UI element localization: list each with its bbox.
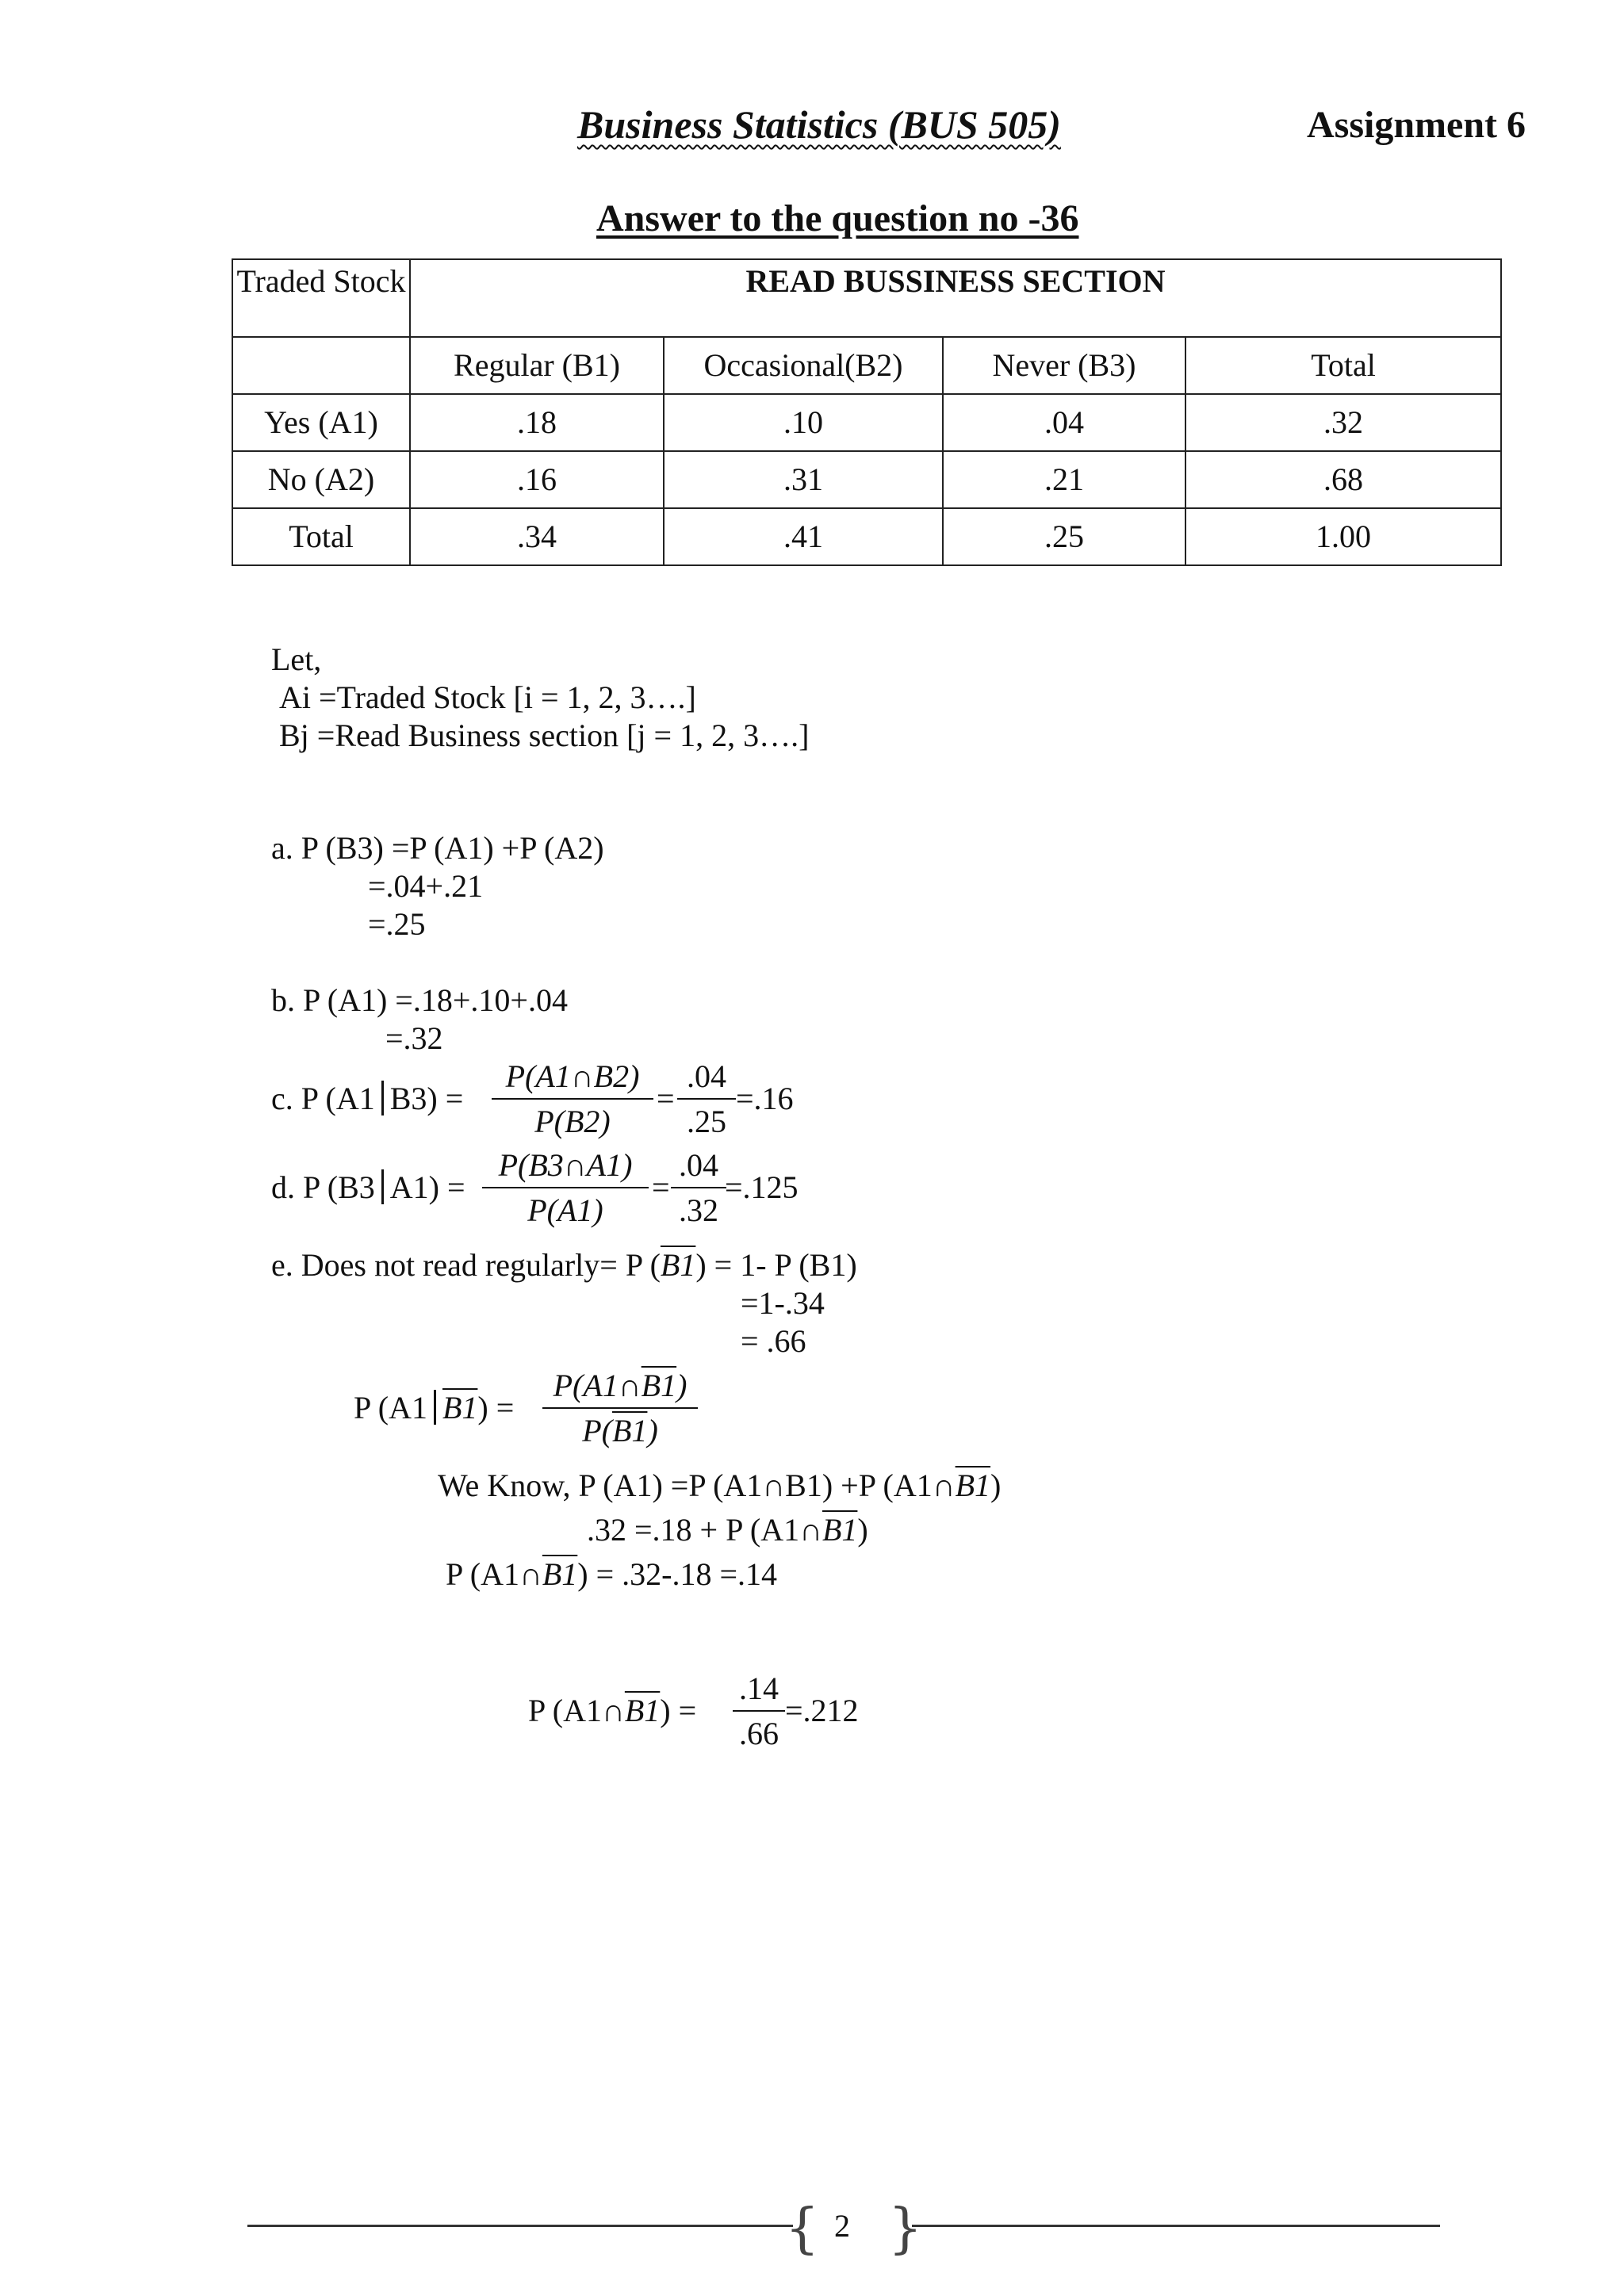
conditional-denominator [542, 1412, 698, 1449]
intersection-post: ) = .32-.18 =.14 [577, 1556, 778, 1592]
final-fraction [733, 1670, 785, 1752]
table-cell: .25 [943, 508, 1185, 565]
given-bar [434, 1390, 436, 1425]
b1-complement: B1 [612, 1413, 648, 1448]
part-c-denominator-1: P(B2) [534, 1104, 611, 1139]
column-header-row [232, 337, 1501, 394]
b1-complement: B1 [660, 1247, 696, 1283]
column-header: Never (B3) [943, 337, 1185, 394]
table-row [232, 451, 1501, 508]
left-brace-icon: { [785, 2198, 820, 2260]
intersection-result-line [446, 1556, 777, 1593]
part-d-fraction-1 [482, 1146, 649, 1229]
part-c-lhs [271, 1080, 463, 1117]
b1-complement: B1 [822, 1512, 858, 1548]
part-c-result: =.16 [736, 1081, 794, 1116]
part-d-result: =.125 [725, 1169, 799, 1205]
part-e-line2: =1-.34 [741, 1285, 825, 1321]
we-know-pre: We Know, P (A1) =P (A1∩B1) +P (A1∩ [438, 1468, 956, 1503]
conditional-denominator-post: ) [647, 1413, 658, 1448]
part-a-line1: a. P (B3) =P (A1) +P (A2) [271, 830, 604, 866]
assignment-label: Assignment 6 [1307, 104, 1526, 146]
row-label: No (A2) [232, 451, 410, 508]
right-brace-icon: } [888, 2198, 923, 2260]
column-header: Total [1185, 337, 1501, 394]
table-cell: .04 [943, 394, 1185, 451]
substitution-line [587, 1511, 868, 1548]
table-cell: .31 [664, 451, 943, 508]
corner-cell: Traded Stock [232, 259, 410, 337]
column-header: Occasional(B2) [664, 337, 943, 394]
table-cell: .68 [1185, 451, 1501, 508]
footer-rule-right [912, 2225, 1440, 2227]
fraction-line [677, 1098, 736, 1100]
conditional-numerator-pre: P(A1∩ [553, 1368, 642, 1403]
let-label: Let, [271, 641, 322, 677]
given-bar [381, 1169, 384, 1204]
final-denominator: .66 [739, 1716, 779, 1751]
part-d-equals: = [652, 1169, 670, 1205]
part-d-denominator-2: .32 [679, 1192, 718, 1228]
fraction-line [671, 1187, 726, 1188]
conditional-lhs-post: ) = [477, 1390, 515, 1425]
part-e-post: ) = 1- P (B1) [695, 1247, 857, 1283]
course-title: Business Statistics (BUS 505) [577, 102, 1061, 147]
table-cell: .21 [943, 451, 1185, 508]
part-d-lhs [271, 1169, 465, 1206]
conditional-lhs [354, 1389, 514, 1426]
fraction-line [482, 1187, 649, 1188]
final-lhs [528, 1692, 696, 1729]
given-bar [381, 1081, 384, 1115]
we-know-post: ) [990, 1468, 1002, 1503]
part-c-lhs-post: B3) = [389, 1081, 464, 1116]
substitution-pre: .32 =.18 + P (A1∩ [587, 1512, 822, 1548]
probability-table [232, 258, 1502, 566]
table-cell: .32 [1185, 394, 1501, 451]
part-d-denominator-1: P(A1) [527, 1192, 603, 1228]
group-header-cell: READ BUSSINESS SECTION [410, 259, 1501, 337]
b1-complement: B1 [641, 1368, 677, 1403]
fraction-line [492, 1098, 653, 1100]
part-d-numerator-2: .04 [679, 1147, 718, 1183]
part-c-denominator-2: .25 [687, 1104, 726, 1139]
b1-complement: B1 [542, 1556, 578, 1592]
table-cell: .10 [664, 394, 943, 451]
part-a-line3: =.25 [368, 906, 426, 942]
part-e-line3: = .66 [741, 1323, 806, 1359]
part-d-fraction-2 [671, 1146, 726, 1229]
table-row [232, 394, 1501, 451]
table-header-row [232, 259, 1501, 337]
row-label: Total [232, 508, 410, 565]
row-label: Yes (A1) [232, 394, 410, 451]
page-number: 2 [834, 2208, 850, 2244]
empty-cell [232, 337, 410, 394]
part-b-line2: =.32 [385, 1020, 443, 1056]
definition-bj: Bj =Read Business section [j = 1, 2, 3….] [279, 718, 810, 753]
fraction-line [733, 1710, 785, 1712]
b1-complement: B1 [955, 1468, 991, 1503]
conditional-denominator-pre: P( [582, 1413, 612, 1448]
final-lhs-pre: P (A1∩ [528, 1693, 625, 1728]
part-c-lhs-pre: c. P (A1 [271, 1081, 375, 1116]
table-cell: .34 [410, 508, 664, 565]
b1-complement: B1 [442, 1390, 478, 1425]
part-d-lhs-post: A1) = [389, 1169, 465, 1205]
conditional-fraction [542, 1367, 698, 1449]
we-know-line [438, 1467, 1001, 1504]
part-d-lhs-pre: d. P (B3 [271, 1169, 375, 1205]
table-cell: .16 [410, 451, 664, 508]
part-b-line1: b. P (A1) =.18+.10+.04 [271, 982, 568, 1018]
footer-rule-left [247, 2225, 793, 2227]
conditional-numerator [542, 1367, 698, 1404]
table-row [232, 508, 1501, 565]
part-a-line2: =.04+.21 [368, 868, 484, 904]
part-d-numerator-1: P(B3∩A1) [498, 1147, 633, 1183]
part-c-equals: = [657, 1081, 675, 1116]
part-c-fraction-2 [677, 1058, 736, 1140]
definition-ai: Ai =Traded Stock [i = 1, 2, 3….] [279, 679, 696, 715]
b1-complement: B1 [624, 1693, 661, 1728]
intersection-pre: P (A1∩ [446, 1556, 542, 1592]
table-cell: .18 [410, 394, 664, 451]
part-c-numerator-2: .04 [687, 1058, 726, 1094]
answer-heading: Answer to the question no -36 [596, 197, 1079, 239]
part-e-pre: e. Does not read regularly= P ( [271, 1247, 661, 1283]
conditional-lhs-pre: P (A1 [354, 1390, 427, 1425]
part-c-numerator-1: P(A1∩B2) [505, 1058, 640, 1094]
fraction-line [542, 1407, 698, 1409]
substitution-post: ) [857, 1512, 868, 1548]
part-e-line1 [271, 1246, 857, 1284]
final-numerator: .14 [739, 1670, 779, 1706]
table-cell: .41 [664, 508, 943, 565]
final-lhs-post: ) = [660, 1693, 697, 1728]
column-header: Regular (B1) [410, 337, 664, 394]
part-c-fraction-1 [492, 1058, 653, 1140]
conditional-numerator-post: ) [676, 1368, 688, 1403]
final-result: =.212 [785, 1693, 859, 1728]
table-cell: 1.00 [1185, 508, 1501, 565]
